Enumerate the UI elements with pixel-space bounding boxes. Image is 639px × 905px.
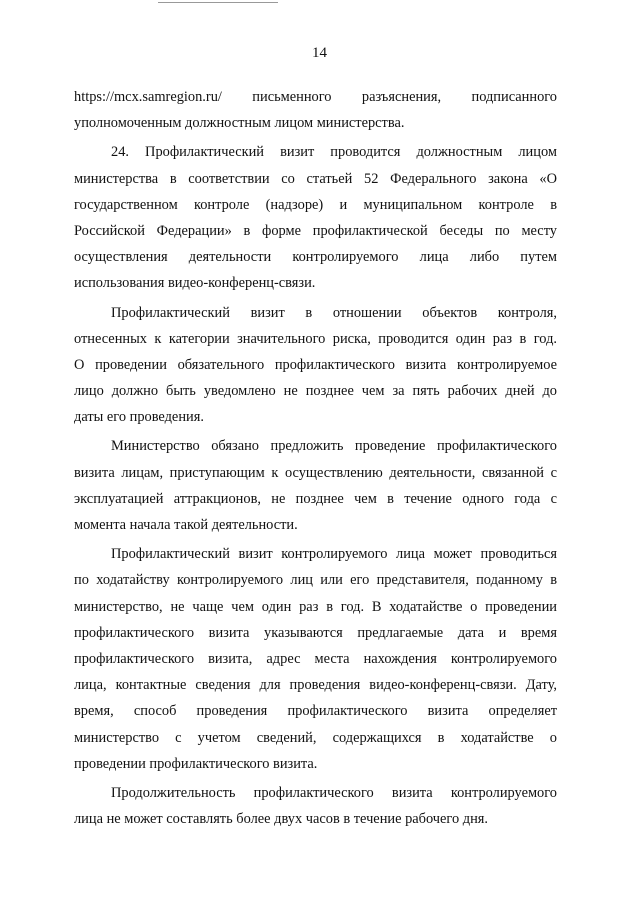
text-line: профилактического визита, адрес места нахождения контролируемого [74, 650, 557, 667]
paragraph [74, 300, 557, 431]
text-line: государственном контроле (надзоре) и муниципальном контроле в [74, 196, 557, 213]
paragraph [74, 84, 557, 136]
text-line: профилактического визита указываются предлагаемые дата и время [74, 624, 557, 641]
text-line: Российской Федерации» в форме профилактической беседы по месту [74, 222, 557, 239]
text-line: отнесенных к категории значительного риска, проводится один раз в год. [74, 330, 557, 347]
text-line: Министерство обязано предложить проведение профилактического [111, 438, 557, 455]
paragraph [74, 139, 557, 296]
text-line: визита лицам, приступающим к осуществлению деятельности, связанной с [74, 464, 557, 481]
text-line: министерство, не чаще чем один раз в год. В ходатайстве о проведении [74, 598, 557, 615]
text-line: лица, контактные сведения для проведения видео-конференц-связи. Дату, [74, 677, 557, 694]
text-line: по ходатайству контролируемого лиц или его представителя, поданному в [74, 572, 557, 589]
text-line: уполномоченным должностным лицом министерства. [74, 115, 405, 132]
text-line: Профилактический визит в отношении объектов контроля, [111, 304, 557, 321]
text-line: Продолжительность профилактического визита контролируемого [111, 784, 557, 801]
paragraph [74, 433, 557, 538]
paragraph [74, 541, 557, 777]
text-line: министерства в соответствии со статьей 52 Федерального закона «О [74, 170, 557, 187]
top-divider-line [158, 2, 278, 3]
text-line: лица не может составлять более двух часов в течение рабочего дня. [74, 811, 489, 828]
document-body [74, 84, 557, 832]
text-line: министерство с учетом сведений, содержащихся в ходатайстве о [74, 729, 557, 746]
text-line: проведении профилактического визита. [74, 755, 318, 772]
text-line: время, способ проведения профилактического визита определяет [74, 703, 557, 720]
text-line: осуществления деятельности контролируемого лица либо путем [74, 249, 557, 266]
text-line: даты его проведения. [74, 409, 204, 426]
text-line: https://mcx.samregion.ru/ письменного разъяснения, подписанного [74, 89, 557, 105]
text-line: момента начала такой деятельности. [74, 517, 298, 533]
text-line: эксплуатацией аттракционов, не позднее чем в течение одного года с [74, 490, 557, 507]
text-line: О проведении обязательного профилактического визита контролируемое [74, 356, 557, 373]
text-line: Профилактический визит контролируемого лица может проводиться [111, 546, 557, 563]
text-line: использования видео-конференц-связи. [74, 275, 316, 292]
text-line: лицо должно быть уведомлено не позднее чем за пять рабочих дней до [74, 383, 557, 400]
text-line: 24. Профилактический визит проводится должностным лицом [111, 144, 557, 161]
page-number: 14 [312, 45, 327, 61]
paragraph [74, 780, 557, 832]
